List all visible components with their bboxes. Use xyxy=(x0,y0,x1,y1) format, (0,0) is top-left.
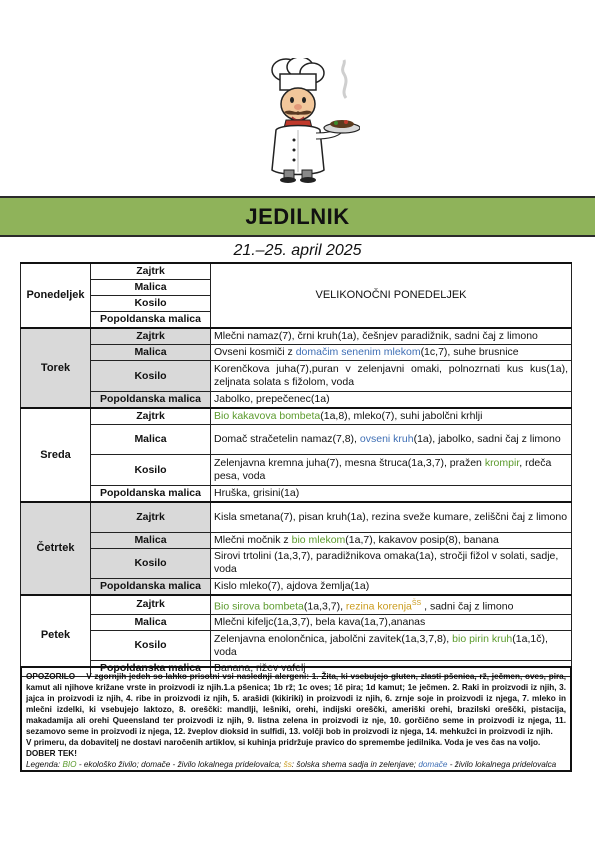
meal-label: Malica xyxy=(91,532,211,548)
meal-label: Popoldanska malica xyxy=(91,392,211,409)
meal-label: Popoldanska malica xyxy=(91,661,211,677)
description-text: Kisla smetana(7), pisan kruh(1a), rezina sveže kumare, zeliščni čaj z limono xyxy=(214,510,568,523)
description-text: (1a,7), kakavov posip(8), banana xyxy=(345,533,499,546)
meal-label: Malica xyxy=(91,425,211,455)
chef-icon xyxy=(250,58,360,183)
menu-table xyxy=(20,262,572,677)
description-text: (1a,1č), voda xyxy=(214,632,548,658)
description-text: Ovseni kosmiči z xyxy=(214,346,296,358)
description-text: Mlečni namaz(7), črni kruh(1a), češnjev paradižnik, sadni čaj z limono xyxy=(214,330,538,342)
menu-row xyxy=(21,425,572,455)
legend-dom-word: domače xyxy=(418,760,448,769)
meal-description xyxy=(211,578,572,595)
meal-label: Kosilo xyxy=(91,631,211,661)
meal-label: Zajtrk xyxy=(91,263,211,280)
description-text: Sirovi trtolini (1a,3,7), paradižnikova omaka(1a), stročji fižol v solati, sadje, voda xyxy=(214,550,559,575)
description-text: (1a,3,7), xyxy=(303,600,346,612)
meal-label: Zajtrk xyxy=(91,408,211,425)
highlighted-ingredient: ŠS xyxy=(411,599,422,607)
closing-text: DOBER TEK! xyxy=(26,749,77,758)
meal-label: Popoldanska malica xyxy=(91,312,211,329)
description-text: Mlečni kifeljc(1a,3,7), bela kava(1a,7),ananas xyxy=(214,616,426,628)
meal-label: Kosilo xyxy=(91,548,211,578)
meal-description xyxy=(211,615,572,631)
meal-description xyxy=(211,631,572,661)
allergen-notice xyxy=(20,666,572,772)
meal-description xyxy=(211,328,572,345)
meal-label: Malica xyxy=(91,615,211,631)
description-text: , sadni čaj z limono xyxy=(421,600,514,612)
highlighted-ingredient: rezina korenja xyxy=(345,600,412,612)
meal-label: Zajtrk xyxy=(91,328,211,345)
legend-bio-word: BIO xyxy=(62,760,77,769)
date-range: 21.–25. april 2025 xyxy=(233,242,362,259)
description-text: Zelenjavna kremna juha(7), mesna štruca(1a,3,7), pražen xyxy=(214,457,485,469)
meal-description xyxy=(211,361,572,392)
meal-label: Kosilo xyxy=(91,361,211,392)
description-text: Korenčkova juha(7),puran v zelenjavni omaki, polnozrnati kus kus(1a), zeljnata solata s fižolom, voda xyxy=(214,363,568,388)
meal-description xyxy=(211,425,572,455)
allergen-text: V zgornjih jedeh so lahko prisotni vsi naslednji alergeni: 1. Žita, ki vsebujejo gluten, zlasti pšenica, rž, ječmen, oves, pira, kamut ali njihove križane vrste in proizvodi iz njih.1.a pšenica; 1b rž; 1c oves; 1č pira; 1d kamut; 1e ječmen. 2. Raki in proizvodi iz njih, 3. jajca in proizvodi iz njih, 4. ribe in proizvodi iz njih, 5. arašidi (kikiriki) in proizvodi iz njih, 6. zrnje soje in proizvodi iz njega, 7. mleko in mlečni izdelki, ki vsebujejo laktozo, 8. oreščki: mandlji, lešniki, orehi, indijski oreščki, ameriški orehi, brazilski oreščki, pistacija, makadamija ali orehi Queensland ter proizvodi iz njih, 9. listna zelena in proizvodi iz nje, 10. gorčično seme in proizvodi iz njega, 11. sezamovo seme in proizvodi iz njega, 12. žveplov dioksid in sulfidi, 13. volčji bob in proizvodi iz njega, 14. mehkužci in proizvodi iz njih. xyxy=(26,672,566,736)
holiday-label: VELIKONOČNI PONEDELJEK xyxy=(211,263,572,328)
menu-row xyxy=(21,328,572,345)
menu-row xyxy=(21,595,572,615)
highlighted-ingredient: ovseni kruh xyxy=(359,433,414,445)
day-name: Sreda xyxy=(21,408,91,502)
menu-row xyxy=(21,361,572,392)
meal-label: Kosilo xyxy=(91,296,211,312)
description-text: Mlečni močnik z xyxy=(214,533,292,546)
meal-description xyxy=(211,595,572,615)
highlighted-ingredient: domačim senenim mlekom xyxy=(295,346,421,358)
day-name: Ponedeljek xyxy=(21,263,91,328)
legend-ss-desc: : šolska shema sadja in zelenjave; xyxy=(291,760,419,769)
page-title: JEDILNIK xyxy=(245,203,350,229)
meal-label: Popoldanska malica xyxy=(91,578,211,595)
legend xyxy=(26,759,566,770)
meal-description xyxy=(211,392,572,409)
legend-dom-desc: - živilo lokalnega pridelovalca xyxy=(447,760,557,769)
meal-label: Zajtrk xyxy=(91,595,211,615)
menu-row xyxy=(21,502,572,532)
legend-prefix: Legenda: xyxy=(26,760,63,769)
description-text: , rdeča pesa, voda xyxy=(214,457,552,482)
meal-description xyxy=(211,502,572,532)
meal-description xyxy=(211,486,572,503)
meal-label: Malica xyxy=(91,345,211,361)
meal-description xyxy=(211,345,572,361)
description-text: Kislo mleko(7), ajdova žemlja(1a) xyxy=(214,579,370,592)
description-text: Domač stračetelin namaz(7,8), xyxy=(214,433,360,445)
meal-description xyxy=(211,532,572,548)
day-name: Četrtek xyxy=(21,502,91,595)
menu-row xyxy=(21,345,572,361)
changes-text: V primeru, da dobavitelj ne dostavi naročenih artiklov, si kuhinja pridržuje pravico do spremembe jedilnika. Voda je ves čas na voljo. xyxy=(26,738,541,747)
highlighted-ingredient: Bio kakavova bombeta xyxy=(214,410,321,422)
menu-row xyxy=(21,392,572,409)
day-name: Torek xyxy=(21,328,91,408)
meal-label: Malica xyxy=(91,280,211,296)
menu-row xyxy=(21,548,572,578)
legend-bio-desc: - ekološko živilo; domače - živilo lokalnega pridelovalca; xyxy=(76,760,284,769)
highlighted-ingredient: Bio sirova bombeta xyxy=(214,600,304,612)
meal-label: Zajtrk xyxy=(91,502,211,532)
description-text: Zelenjavna enolončnica, jabolčni zavitek(1a,3,7,8), xyxy=(214,632,453,645)
menu-row xyxy=(21,486,572,503)
highlighted-ingredient: krompir xyxy=(484,457,520,469)
meal-description xyxy=(211,455,572,486)
description-text: Banana, rižev vafelj xyxy=(214,662,306,674)
day-name: Petek xyxy=(21,595,91,677)
title-banner xyxy=(0,196,595,237)
menu-row xyxy=(21,408,572,425)
menu-row xyxy=(21,631,572,661)
description-text: (1c,7), suhe brusnice xyxy=(420,346,519,358)
menu-row xyxy=(21,455,572,486)
description-text: Hruška, grisini(1a) xyxy=(214,487,300,499)
meal-description xyxy=(211,408,572,425)
highlighted-ingredient: bio pirin kruh xyxy=(452,632,513,645)
meal-label: Kosilo xyxy=(91,455,211,486)
highlighted-ingredient: bio mlekom xyxy=(291,533,346,546)
menu-row xyxy=(21,578,572,595)
notice-label: OPOZORILO xyxy=(26,672,76,681)
menu-row xyxy=(21,263,572,280)
description-text: (1a), jabolko, sadni čaj z limono xyxy=(413,433,561,445)
menu-row xyxy=(21,615,572,631)
menu-row xyxy=(21,532,572,548)
legend-ss-word: šs xyxy=(283,760,292,769)
meal-label: Popoldanska malica xyxy=(91,486,211,503)
description-text: Jabolko, prepečenec(1a) xyxy=(214,393,330,405)
meal-description xyxy=(211,548,572,578)
description-text: (1a,8), mleko(7), suhi jabolčni krhlji xyxy=(320,410,483,422)
